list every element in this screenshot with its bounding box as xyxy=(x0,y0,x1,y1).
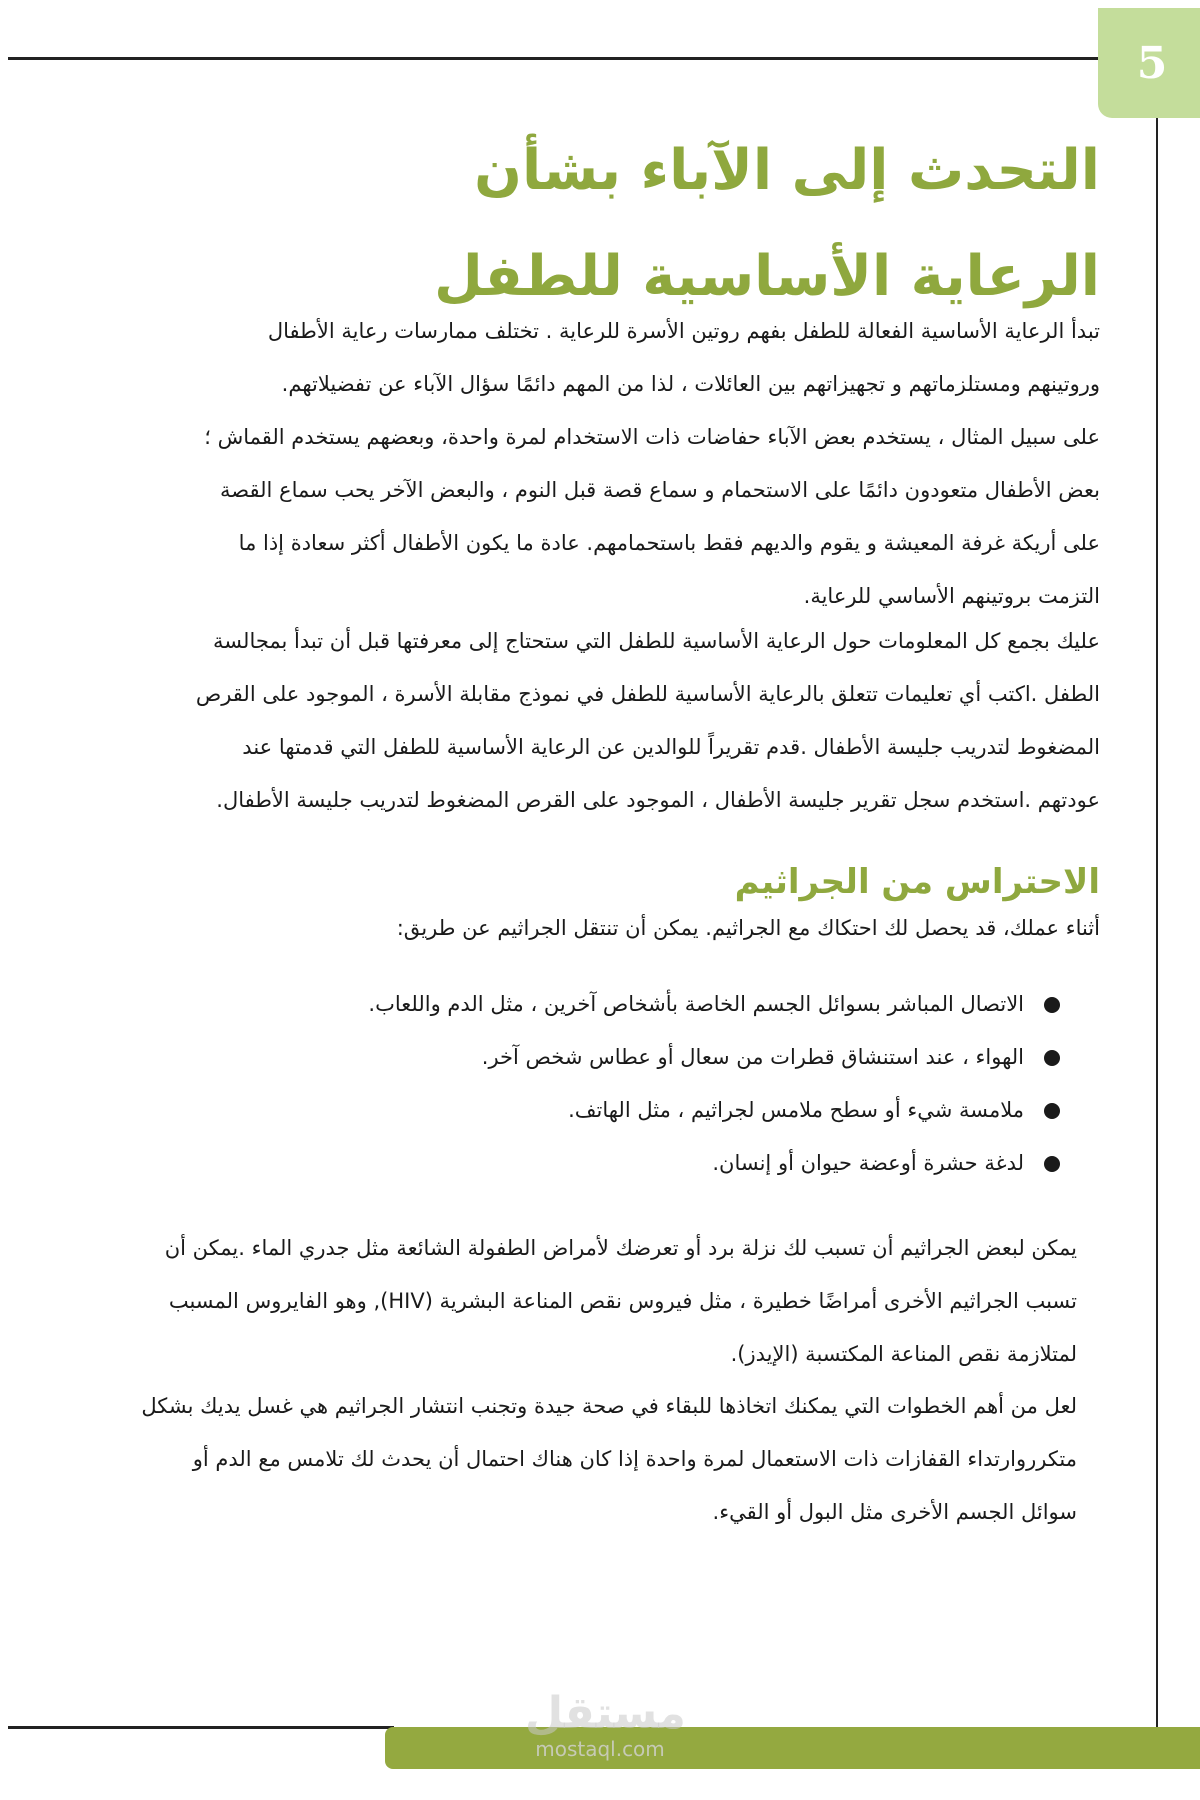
bullet-item xyxy=(360,1137,1060,1190)
page-number: 5 xyxy=(1136,37,1168,89)
footer-band xyxy=(385,1727,1200,1769)
title-line: التحدث إلى الآباء بشأن xyxy=(474,138,1100,203)
bullet-text: لدغة حشرة أوعضة حيوان أو إنسان. xyxy=(712,1151,1024,1175)
page-title xyxy=(400,118,1100,330)
bullet-item xyxy=(360,978,1060,1031)
right-rule xyxy=(1156,118,1158,1728)
text-line: التزمت بروتينهم الأساسي للرعاية. xyxy=(803,584,1100,608)
section-heading: الاحتراس من الجراثيم xyxy=(734,862,1100,902)
bullet-icon xyxy=(1044,1156,1060,1172)
text-line: على أريكة غرفة المعيشة و يقوم والديهم فقط باستحمامهم. عادة ما يكون الأطفال أكثر سعادة إذا ما xyxy=(238,531,1100,555)
watermark-logo xyxy=(525,1688,686,1761)
paragraph-intro xyxy=(100,305,1100,623)
text-line: لعل من أهم الخطوات التي يمكنك اتخاذها للبقاء في صحة جيدة وتجنب انتشار الجراثيم هي غسل يديك بشكل xyxy=(141,1394,1077,1418)
top-rule xyxy=(8,57,1100,60)
text-line: يمكن لبعض الجراثيم أن تسبب لك نزلة برد أو تعرضك لأمراض الطفولة الشائعة مثل جدري الماء .يمكن أن xyxy=(164,1236,1077,1260)
bottom-rule xyxy=(8,1726,394,1729)
bullet-item xyxy=(360,1031,1060,1084)
text-line: وروتينهم ومستلزماتهم و تجهيزاتهم بين العائلات ، لذا من المهم دائمًا سؤال الآباء عن تفضيلاتهم. xyxy=(281,372,1100,396)
text-line: سوائل الجسم الأخرى مثل البول أو القيء. xyxy=(712,1500,1077,1524)
page-number-tab xyxy=(1098,8,1200,118)
paragraph-instructions xyxy=(100,615,1100,827)
text-line: تسبب الجراثيم الأخرى أمراضًا خطيرة ، مثل فيروس نقص المناعة البشرية (HIV), وهو الفايروس المسبب xyxy=(168,1289,1077,1313)
text-line: عودتهم .استخدم سجل تقرير جليسة الأطفال ، الموجود على القرص المضغوط لتدريب جليسة الأطفال. xyxy=(216,788,1100,812)
watermark-latin: mostaql.com xyxy=(535,1737,665,1761)
bullet-list xyxy=(360,978,1060,1190)
bullet-text: الاتصال المباشر بسوائل الجسم الخاصة بأشخاص آخرين ، مثل الدم واللعاب. xyxy=(368,992,1024,1016)
bullet-icon xyxy=(1044,997,1060,1013)
paragraph-prevention xyxy=(125,1380,1077,1539)
text-line: الطفل .اكتب أي تعليمات تتعلق بالرعاية الأساسية للطفل في نموذج مقابلة الأسرة ، الموجود على القرص xyxy=(195,682,1100,706)
text-line: تبدأ الرعاية الأساسية الفعالة للطفل بفهم روتين الأسرة للرعاية . تختلف ممارسات رعاية الأطفال xyxy=(267,319,1100,343)
text-line: متكرروارتداء القفازات ذات الاستعمال لمرة واحدة إذا كان هناك احتمال أن يحدث لك تلامس مع الدم أو xyxy=(192,1447,1077,1471)
paragraph-diseases xyxy=(125,1222,1077,1381)
bullet-icon xyxy=(1044,1050,1060,1066)
bullet-text: الهواء ، عند استنشاق قطرات من سعال أو عطاس شخص آخر. xyxy=(481,1045,1024,1069)
section-intro: أثناء عملك، قد يحصل لك احتكاك مع الجراثيم. يمكن أن تنتقل الجراثيم عن طريق: xyxy=(396,916,1100,940)
bullet-text: ملامسة شيء أو سطح ملامس لجراثيم ، مثل الهاتف. xyxy=(568,1098,1024,1122)
bullet-icon xyxy=(1044,1103,1060,1119)
title-line: الرعاية الأساسية للطفل xyxy=(434,244,1100,309)
text-line: بعض الأطفال متعودون دائمًا على الاستحمام و سماع قصة قبل النوم ، والبعض الآخر يحب سماع القصة xyxy=(220,478,1100,502)
bullet-item xyxy=(360,1084,1060,1137)
text-line: المضغوط لتدريب جليسة الأطفال .قدم تقريراً للوالدين عن الرعاية الأساسية للطفل التي قدمتها عند xyxy=(242,735,1100,759)
text-line: لمتلازمة نقص المناعة المكتسبة (الإيدز). xyxy=(730,1342,1077,1366)
text-line: على سبيل المثال ، يستخدم بعض الآباء حفاضات ذات الاستخدام لمرة واحدة، وبعضهم يستخدم القماش ؛ xyxy=(204,425,1100,449)
watermark-arabic: مستقل xyxy=(525,1688,686,1739)
text-line: عليك بجمع كل المعلومات حول الرعاية الأساسية للطفل التي ستحتاج إلى معرفتها قبل أن تبدأ بمجالسة xyxy=(213,629,1100,653)
